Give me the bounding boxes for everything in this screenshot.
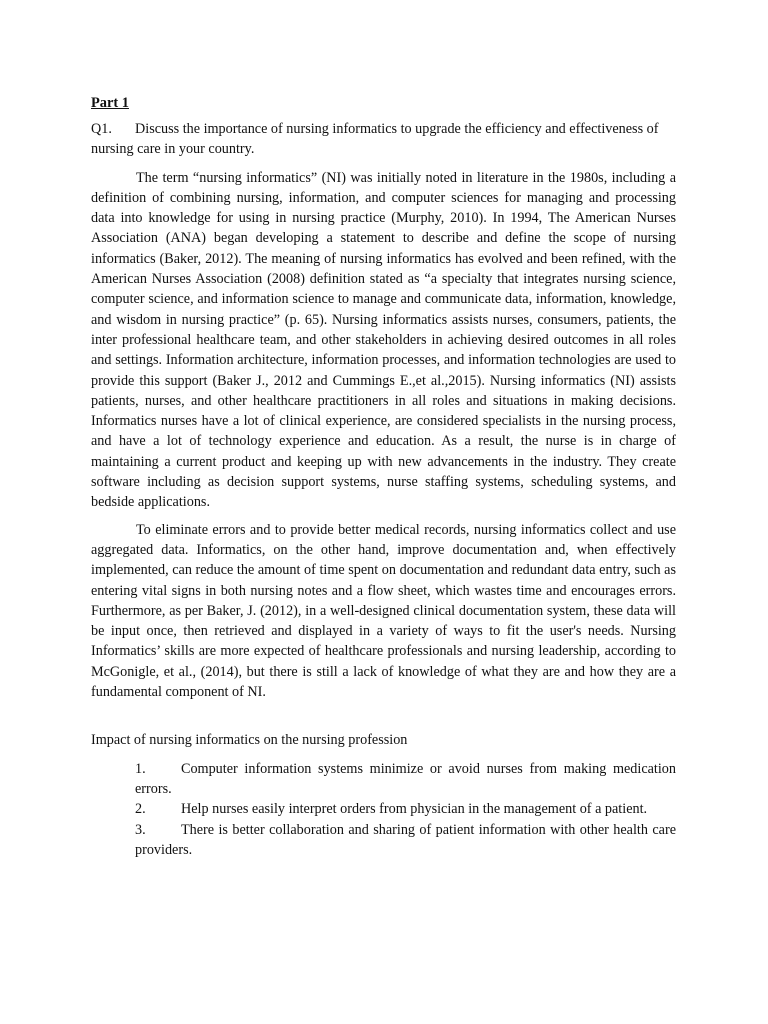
body-paragraph-2: To eliminate errors and to provide better medical records, nursing informatics collect and use aggregated data. Informatics, on the other hand, improve documentation and, when effectively implemented, can reduce the amount of time spent on documentation and redundant data entry, such as entering vital signs in both nursing notes and a flow sheet, which wastes time and encourages errors. Furthermore, as per Baker, J. (2012), in a well-designed clinical documentation system, these data will be input once, then retrieved and displayed in a variety of ways to fit the user's needs. Nursing Informatics’ skills are more expected of healthcare professionals and nursing leadership, according to McGonigle, et al., (2014), but there is still a lack of knowledge of what they are and how they are a fundamental component of NI. xyxy=(91,521,676,701)
impact-heading: Impact of nursing informatics on the nursing profession xyxy=(91,732,408,749)
list-item xyxy=(135,820,676,861)
question-q1 xyxy=(91,119,676,160)
list-item-text: There is better collaboration and sharing of patient information with other health care providers. xyxy=(135,821,676,858)
list-item-number: 1. xyxy=(135,760,146,777)
list-item-text: Computer information systems minimize or avoid nurses from making medication errors. xyxy=(135,760,676,797)
part-heading: Part 1 xyxy=(91,95,129,111)
list-item xyxy=(135,759,676,800)
question-text: Discuss the importance of nursing informatics to upgrade the efficiency and effectiveness of nursing care in your country. xyxy=(91,121,659,158)
list-item xyxy=(135,799,676,819)
list-item-number: 2. xyxy=(135,801,146,818)
list-item-text: Help nurses easily interpret orders from physician in the management of a patient. xyxy=(181,801,648,818)
list-item-number: 3. xyxy=(135,821,146,838)
question-number: Q1. xyxy=(91,121,112,137)
impact-list xyxy=(91,759,676,860)
body-paragraph-1: The term “nursing informatics” (NI) was initially noted in literature in the 1980s, including a definition of combining nursing, information, and computer sciences for managing and processing data into knowledge for using in nursing practice (Murphy, 2010). In 1994, The American Nurses Association (ANA) began developing a statement to describe and define the scope of nursing informatics (Baker, 2012). The meaning of nursing informatics has evolved and been refined, with the American Nurses Association (2008) definition stated as “a specialty that integrates nursing science, computer science, and information science to manage and communicate data, information, knowledge, and wisdom in nursing practice” (p. 65). Nursing informatics assists nurses, consumers, patients, the inter professional healthcare team, and other stakeholders in achieving desired outcomes in all roles and settings. Information architecture, information processes, and information technologies are used to provide this support (Baker J., 2012 and Cummings E.,et al.,2015). Nursing informatics (NI) assists patients, nurses, and other healthcare practitioners in all roles and situations in making decisions. Informatics nurses have a lot of clinical experience, are considered specialists in the nursing process, and have a lot of technology experience and education. As a result, the nurse is in charge of maintaining a current product and keeping up with new advancements in the industry. They create software including as decision support systems, nurse staffing systems, scheduling systems, and bedside applications. xyxy=(91,169,676,511)
